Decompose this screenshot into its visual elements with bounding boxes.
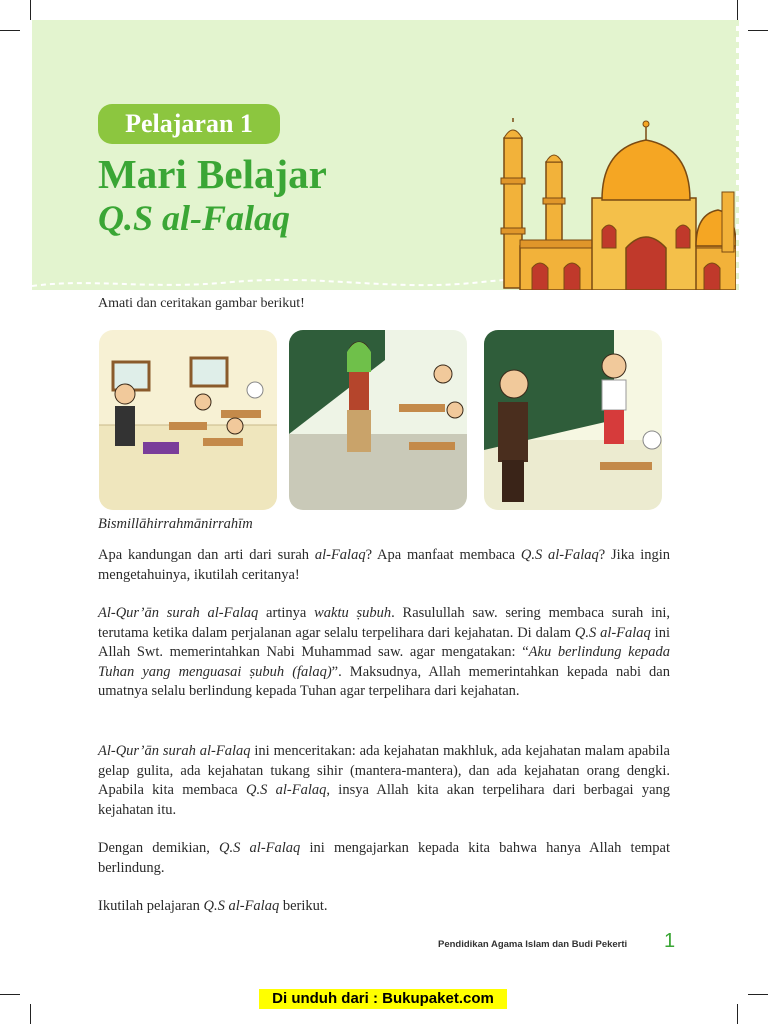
illustration-student-reading [484,330,662,510]
paragraph-1: Apa kandungan dan arti dari surah al-Falaq? Apa manfaat membaca Q.S al-Falaq? Jika ingin mengetahuinya, ikutilah ceritanya! [98,547,670,583]
illustration-teacher-blackboard [289,330,467,510]
paragraph-4: Dengan demikian, Q.S al-Falaq ini mengajarkan kepada kita bahwa hanya Allah tempat berlindung. [98,840,670,876]
crop-mark [0,994,20,995]
mosque-illustration [498,118,736,290]
crop-mark [0,30,20,31]
crop-mark [737,1004,738,1024]
crop-mark [737,0,738,20]
page-number: 1 [664,930,676,952]
crop-mark [30,1004,31,1024]
footer-book-title: Pendidikan Agama Islam dan Budi Pekerti [438,939,628,950]
bismillah-text: Bismillāhirrahmānirrahīm [98,516,253,532]
paragraph-3: Al-Qur’ān surah al-Falaq ini menceritakan: ada kejahatan makhluk, ada kejahatan malam apabila gelap gulita, ada kejahatan tukang sihir (mantera-mantera), dan ada kejahatan orang dengki. Apabila kita membaca Q.S al-Falaq, insya Allah kita akan terpelihara dari berbagai yang kejahatan itu. [98,743,671,818]
crop-mark [30,0,31,20]
lesson-badge: Pelajaran 1 [98,104,280,144]
download-banner[interactable]: Di unduh dari : Bukupaket.com [259,989,507,1009]
page-title: Mari Belajar [98,151,327,197]
page-subtitle: Q.S al-Falaq [98,198,291,238]
illustration-classroom [99,330,277,510]
crop-mark [748,30,768,31]
instruction-text: Amati dan ceritakan gambar berikut! [98,296,305,311]
crop-mark [748,994,768,995]
paragraph-2: Al-Qur’ān surah al-Falaq artinya waktu ṣubuh. Rasulullah saw. sering membaca surah ini, terutama ketika dalam perjalanan agar selalu terpelihara dari kejahatan. Di dalam Q.S al-Falaq ini Allah Swt. memerintahkan Nabi Muhammad saw. agar mengatakan: “Aku berlindung kepada Tuhan yang menguasai ṣubuh (falaq)”. Maksudnya, Allah memerintahkan kepada nabi dan umatnya selalu berlindung kepada Tuhan agar terpelihara dari kejahatan. [98,605,671,699]
paragraph-5: Ikutilah pelajaran Q.S al-Falaq berikut. [98,898,328,914]
